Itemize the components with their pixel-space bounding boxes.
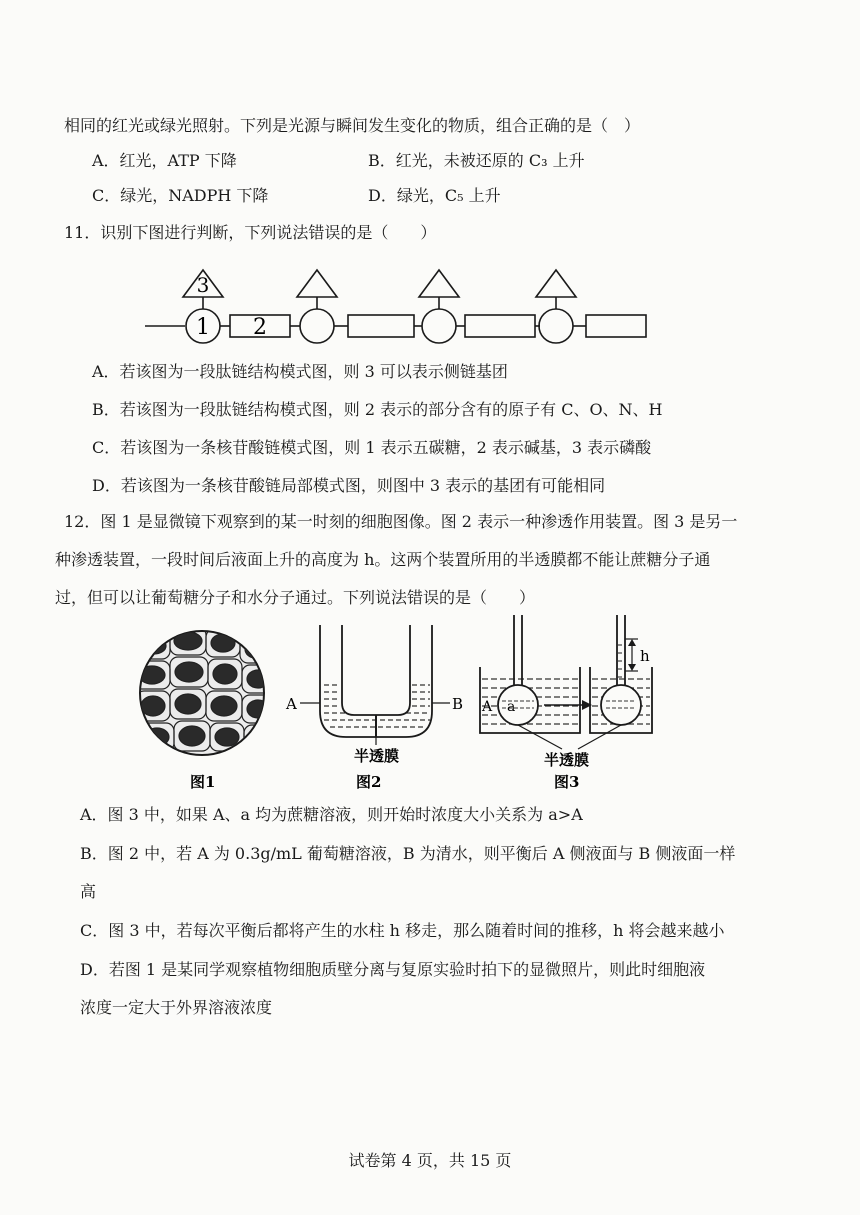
q12-option-b-line-2: 高 (80, 882, 97, 901)
circle-3 (422, 309, 456, 343)
fig2-label-a: A (286, 695, 297, 713)
q10-stem-tail: 相同的红光或绿光照射。下列是光源与瞬间发生变化的物质，组合正确的是（ ） (64, 116, 641, 135)
fig3-label-a-inner: a (507, 699, 516, 715)
rect-4 (586, 315, 646, 337)
q11-stem: 11．识别下图进行判断，下列说法错误的是（ ） (64, 223, 437, 242)
fig3-label-a-outer: A (482, 699, 493, 715)
label-3: 3 (196, 273, 210, 297)
triangle-2 (297, 270, 337, 297)
q11-option-b: B．若该图为一段肽链结构模式图，则 2 表示的部分含有的原子有 C、O、N、H (92, 400, 663, 419)
circle-4 (539, 309, 573, 343)
q12-stem-line-2: 种渗透装置，一段时间后液面上升的高度为 h。这两个装置所用的半透膜都不能让蔗糖分子通 (55, 550, 711, 569)
fig2-u-tube (300, 625, 450, 745)
q12-option-b-line-1: B．图 2 中，若 A 为 0.3g/mL 葡萄糖溶液，B 为清水，则平衡后 A 侧液面与 B 侧液面一样 (80, 844, 736, 863)
q12-stem-line-1: 12．图 1 是显微镜下观察到的某一时刻的细胞图像。图 2 表示一种渗透作用装置。图 3 是另一 (64, 512, 738, 531)
q11-option-d: D．若该图为一条核苷酸链局部模式图，则图中 3 表示的基团有可能相同 (92, 476, 606, 495)
fig3-apparatus (480, 615, 652, 749)
label-1: 1 (196, 315, 210, 340)
q12-option-c: C．图 3 中，若每次平衡后都将产生的水柱 h 移走，那么随着时间的推移，h 将会越来越小 (80, 921, 725, 940)
q12-option-d-line-1: D．若图 1 是某同学观察植物细胞质壁分离与复原实验时拍下的显微照片，则此时细胞液 (80, 960, 706, 979)
triangle-4 (536, 270, 576, 297)
q11-option-c: C．若该图为一条核苷酸链模式图，则 1 表示五碳糖，2 表示碱基，3 表示磷酸 (92, 438, 652, 457)
q10-option-d: D．绿光，C₅ 上升 (368, 186, 501, 205)
page-footer: 试卷第 4 页，共 15 页 (348, 1151, 512, 1170)
fig1-cells (134, 627, 274, 755)
q12-stem-line-3: 过，但可以让葡萄糖分子和水分子通过。下列说法错误的是（ ） (55, 588, 536, 607)
q11-option-a: A．若该图为一段肽链结构模式图，则 3 可以表示侧链基团 (92, 362, 508, 381)
triangle-3 (419, 270, 459, 297)
fig3-label-h: h (640, 647, 650, 665)
fig2-label-b: B (452, 695, 464, 713)
q10-option-a: A．红光，ATP 下降 (92, 151, 237, 170)
fig1-caption: 图1 (190, 773, 216, 791)
q12-option-d-line-2: 浓度一定大于外界溶液浓度 (80, 998, 273, 1017)
fig2-membrane-label: 半透膜 (354, 747, 400, 765)
label-2: 2 (253, 315, 267, 340)
q12-option-a: A．图 3 中，如果 A、a 均为蔗糖溶液，则开始时浓度大小关系为 a>A (80, 805, 583, 824)
q11-chain-figure (140, 258, 660, 348)
fig2-caption: 图2 (356, 773, 382, 791)
fig3-membrane-label: 半透膜 (544, 751, 590, 769)
rect-3 (465, 315, 535, 337)
rect-2 (348, 315, 414, 337)
q12-figures (130, 615, 690, 795)
circle-2 (300, 309, 334, 343)
q10-option-c: C．绿光，NADPH 下降 (92, 186, 269, 205)
fig3-caption: 图3 (554, 773, 580, 791)
q10-option-b: B．红光，未被还原的 C₃ 上升 (368, 151, 585, 170)
